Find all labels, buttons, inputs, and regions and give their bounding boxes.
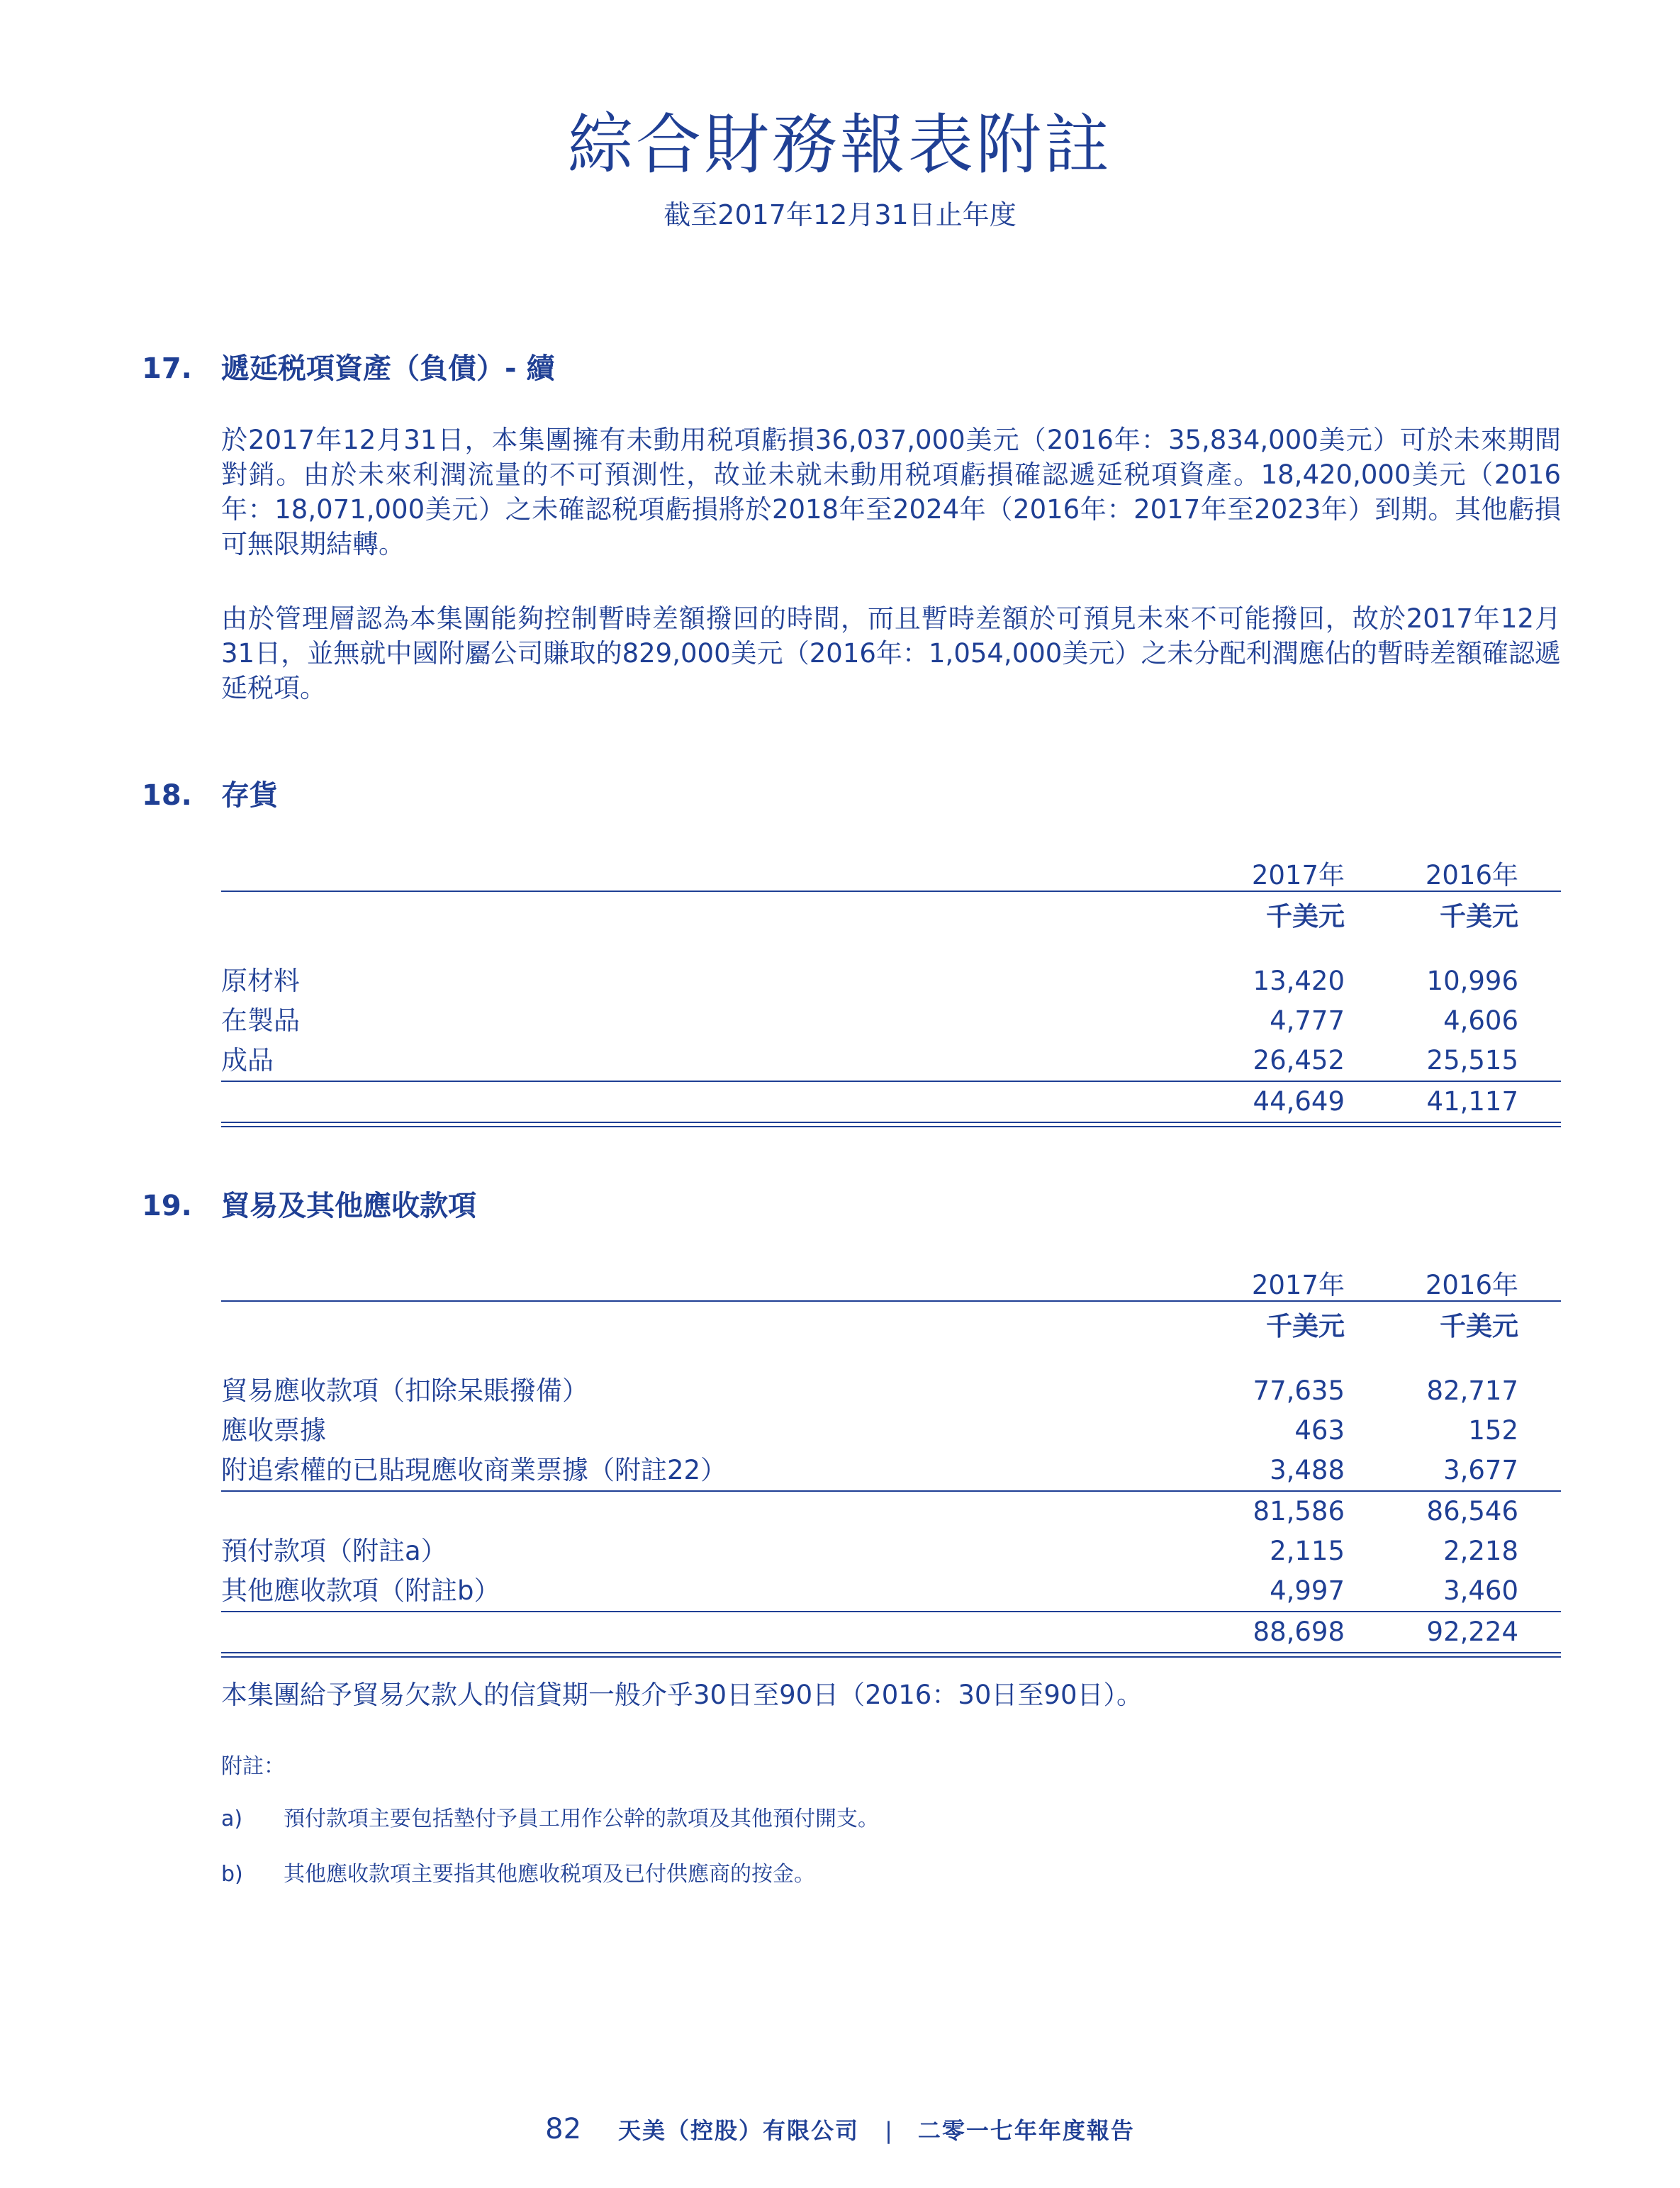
value-2016: 10,996: [1426, 966, 1518, 996]
value-2017: 26,452: [1253, 1045, 1345, 1076]
table-row: [221, 1371, 1561, 1411]
value-2017: 4,997: [1270, 1575, 1345, 1606]
note-marker: a): [221, 1807, 243, 1831]
year-2017-header: 2017年: [1251, 1270, 1345, 1300]
total-row: [221, 1082, 1561, 1122]
page-subtitle: 截至2017年12月31日止年度: [663, 199, 1017, 230]
unit-2016-header: 千美元: [1440, 1311, 1518, 1341]
section-18-heading: [142, 778, 278, 813]
row-label: 附追索權的已貼現應收商業票據（附註22）: [221, 1455, 727, 1485]
note-item: [221, 1856, 815, 1887]
note-item: [221, 1801, 879, 1832]
section-19-heading: [142, 1188, 476, 1224]
total-row: [221, 1612, 1561, 1652]
table-row: [221, 1411, 1561, 1451]
value-2016: 152: [1468, 1415, 1518, 1446]
report-name: 二零一七年年度報告: [917, 2117, 1135, 2144]
footer-separator: |: [885, 2117, 892, 2144]
table-row: [221, 1001, 1561, 1041]
year-2017-header: 2017年: [1251, 860, 1345, 891]
section-title: 遞延税項資產（負債）- 續: [221, 352, 555, 385]
page-footer: [0, 2113, 1680, 2145]
value-2016: 82,717: [1426, 1375, 1518, 1406]
year-2016-header: 2016年: [1425, 860, 1518, 891]
page-title: 綜合財務報表附註: [567, 107, 1112, 183]
table-row: [221, 1571, 1561, 1611]
page-number: 82: [545, 2113, 582, 2145]
row-label: 成品: [221, 1045, 274, 1076]
table-row: [221, 1451, 1561, 1490]
subtotal-2016: 86,546: [1426, 1496, 1518, 1526]
header-divider: [221, 891, 1561, 892]
table-header: [221, 1263, 1561, 1343]
section-17-paragraph-2: 由於管理層認為本集團能夠控制暫時差額撥回的時間，而且暫時差額於可預見未來不可能撥回，故於2017年12月31日，並無就中國附屬公司賺取的829,000美元（2016年：1,054,000美元）之未分配利潤應佔的暫時差額確認遞延税項。: [221, 603, 1561, 703]
header-divider: [221, 1300, 1561, 1302]
value-2017: 4,777: [1270, 1005, 1345, 1036]
total-2017: 44,649: [1253, 1086, 1345, 1117]
row-label: 應收票據: [221, 1415, 326, 1446]
section-title: 貿易及其他應收款項: [221, 1190, 476, 1222]
row-label: 預付款項（附註a）: [221, 1536, 447, 1566]
table-header: [221, 854, 1561, 933]
double-underline: [221, 1652, 1561, 1658]
value-2017: 77,635: [1253, 1375, 1345, 1406]
section-17-heading: [142, 351, 555, 386]
unit-2017-header: 千美元: [1266, 901, 1345, 932]
table-row: [221, 961, 1561, 1001]
section-title: 存貨: [221, 779, 278, 812]
table-row: [221, 1531, 1561, 1571]
value-2017: 463: [1294, 1415, 1345, 1446]
row-label: 其他應收款項（附註b）: [221, 1575, 500, 1606]
double-underline: [221, 1122, 1561, 1127]
value-2017: 13,420: [1253, 966, 1345, 996]
total-2016: 41,117: [1426, 1086, 1518, 1117]
row-label: 在製品: [221, 1005, 300, 1036]
note-text: 其他應收款項主要指其他應收税項及已付供應商的按金。: [284, 1862, 815, 1887]
total-2017: 88,698: [1253, 1617, 1345, 1647]
row-label: 貿易應收款項（扣除呆賬撥備）: [221, 1375, 588, 1406]
section-17-paragraph-1: 於2017年12月31日，本集團擁有未動用税項虧損36,037,000美元（2016年：35,834,000美元）可於未來期間對銷。由於未來利潤流量的不可預測性，故並未就未動用税項虧損確認遞延税項資產。18,420,000美元（2016年：18,071,000美元）之未確認税項虧損將於2018年至2024年（2016年：2017年至2023年）到期。其他虧損可無限期結轉。: [221, 425, 1561, 559]
section-number: 17.: [142, 352, 192, 385]
company-name: 天美（控股）有限公司: [618, 2117, 860, 2144]
total-2016: 92,224: [1426, 1617, 1518, 1647]
table-row: [221, 1041, 1561, 1081]
section-number: 18.: [142, 779, 192, 812]
notes-label: 附註：: [221, 1754, 285, 1779]
subtotal-row: [221, 1492, 1561, 1531]
value-2016: 2,218: [1443, 1536, 1518, 1566]
value-2017: 2,115: [1270, 1536, 1345, 1566]
value-2016: 25,515: [1426, 1045, 1518, 1076]
value-2016: 4,606: [1443, 1005, 1518, 1036]
page-header: [0, 106, 1680, 232]
unit-2016-header: 千美元: [1440, 901, 1518, 932]
year-2016-header: 2016年: [1425, 1270, 1518, 1300]
inventory-table: [221, 854, 1561, 1127]
section-number: 19.: [142, 1190, 192, 1222]
unit-2017-header: 千美元: [1266, 1311, 1345, 1341]
row-label: 原材料: [221, 966, 300, 996]
note-text: 預付款項主要包括墊付予員工用作公幹的款項及其他預付開支。: [284, 1807, 879, 1831]
credit-period-note: 本集團給予貿易欠款人的信貸期一般介乎30日至90日（2016：30日至90日）。: [221, 1680, 1143, 1710]
value-2016: 3,677: [1443, 1455, 1518, 1485]
receivables-table: [221, 1263, 1561, 1658]
value-2017: 3,488: [1270, 1455, 1345, 1485]
value-2016: 3,460: [1443, 1575, 1518, 1606]
subtotal-2017: 81,586: [1253, 1496, 1345, 1526]
note-marker: b): [221, 1862, 243, 1887]
